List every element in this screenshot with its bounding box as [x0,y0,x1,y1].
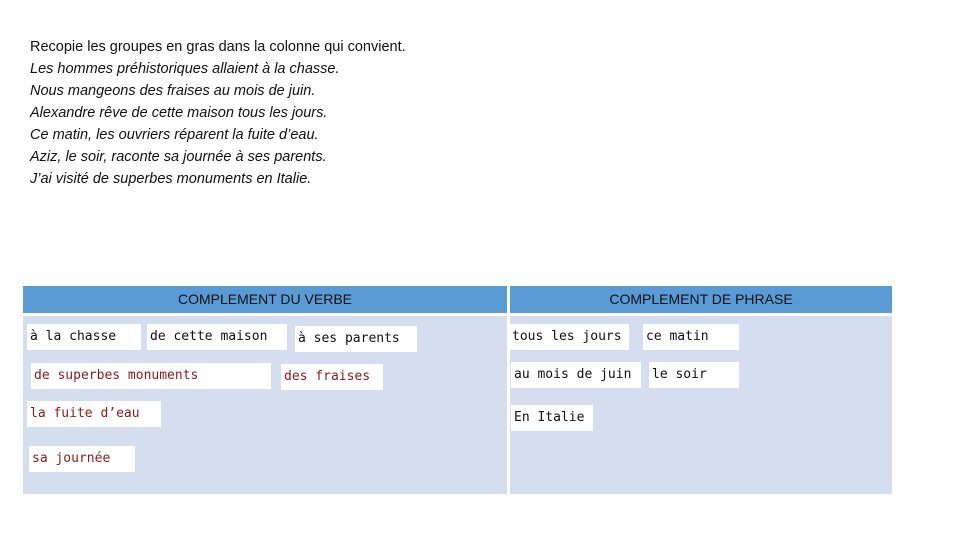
phrase-complement-chip[interactable]: ce matin [643,324,739,350]
verb-complement-chip[interactable]: des fraises [281,364,383,390]
sentence: Aziz, le soir, raconte sa journée à ses parents. [30,149,327,165]
sentence: Alexandre rêve de cette maison tous les jours. [30,105,328,121]
phrase-complement-chip[interactable]: au mois de juin [511,362,641,388]
sentence: J’ai visité de superbes monuments en Italie. [30,171,312,187]
phrase-complement-chip[interactable]: En Italie [511,405,593,431]
header-verb-complement: COMPLEMENT DU VERBE [23,286,507,313]
sentence: Les hommes préhistoriques allaient à la chasse. [30,61,340,77]
verb-complement-chip[interactable]: à ses parents [295,326,417,352]
classification-table [22,286,892,494]
phrase-complement-chip[interactable]: le soir [649,362,739,388]
sentence: Nous mangeons des fraises au mois de juin. [30,83,316,99]
verb-complement-chip[interactable]: de superbes monuments [31,363,271,389]
instruction: Recopie les groupes en gras dans la colonne qui convient. [30,39,406,55]
verb-complement-chip[interactable]: sa journée [29,446,135,472]
column-divider [507,286,510,494]
verb-complement-chip[interactable]: de cette maison [147,324,287,350]
header-divider [23,313,892,316]
verb-complement-chip[interactable]: à la chasse [27,324,141,350]
exercise-text [30,36,406,190]
verb-complement-chip[interactable]: la fuite d’eau [27,401,161,427]
phrase-complement-chip[interactable]: tous les jours [509,324,629,350]
header-phrase-complement: COMPLEMENT DE PHRASE [510,286,892,313]
sentence: Ce matin, les ouvriers réparent la fuite d’eau. [30,127,319,143]
